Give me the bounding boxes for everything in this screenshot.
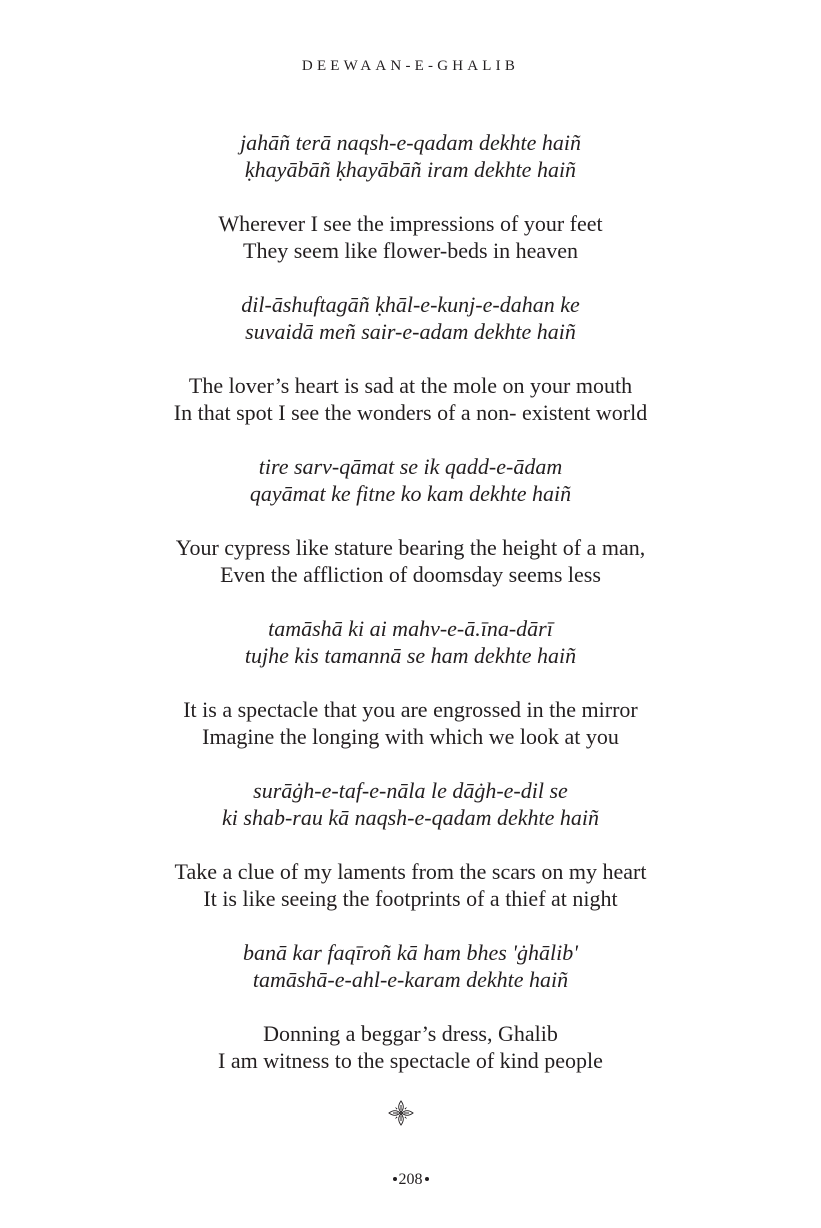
stanza-translation-1 — [0, 210, 821, 264]
stanza-translation-3 — [0, 534, 821, 588]
stanza-transliteration-5 — [0, 777, 821, 831]
poem-body — [0, 129, 821, 1101]
verse-line: Take a clue of my laments from the scars on my heart — [174, 859, 647, 884]
running-head: DEEWAAN-E-GHALIB — [301, 58, 520, 74]
verse-line: suvaidā meñ sair-e-adam dekhte haiñ — [245, 319, 576, 344]
flower-ornament-icon — [388, 1100, 414, 1126]
verse-line: tamāshā ki ai mahv-e-ā.īna-dārī — [268, 616, 553, 641]
stanza-transliteration-6 — [0, 939, 821, 993]
bullet-dot-icon — [425, 1177, 429, 1181]
stanza-transliteration-1 — [0, 129, 821, 183]
verse-line: ḳhayābāñ ḳhayābāñ iram dekhte haiñ — [244, 157, 577, 182]
verse-line: Imagine the longing with which we look at you — [202, 724, 619, 749]
verse-line: Your cypress like stature bearing the height of a man, — [175, 535, 646, 560]
verse-line: Wherever I see the impressions of your feet — [218, 211, 603, 236]
stanza-transliteration-2 — [0, 291, 821, 345]
verse-line: Even the affliction of doomsday seems less — [220, 562, 601, 587]
stanza-translation-6 — [0, 1020, 821, 1074]
stanza-translation-5 — [0, 858, 821, 912]
verse-line: Donning a beggar’s dress, Ghalib — [263, 1021, 558, 1046]
verse-line: tire sarv-qāmat se ik qadd-e-ādam — [258, 454, 563, 479]
verse-line: tamāshā-e-ahl-e-karam dekhte haiñ — [252, 967, 569, 992]
verse-line: The lover’s heart is sad at the mole on your mouth — [188, 373, 633, 398]
stanza-translation-4 — [0, 696, 821, 750]
verse-line: In that spot I see the wonders of a non- existent world — [173, 400, 648, 425]
verse-line: jahāñ terā naqsh-e-qadam dekhte haiñ — [240, 130, 581, 155]
verse-line: dil-āshuftagāñ ḳhāl-e-kunj-e-dahan ke — [241, 292, 580, 317]
page-number-text: 208 — [398, 1171, 423, 1188]
stanza-transliteration-4 — [0, 615, 821, 669]
verse-line: banā kar faqīroñ kā ham bhes 'ġhālib' — [243, 940, 578, 965]
verse-line: It is like seeing the footprints of a thief at night — [203, 886, 618, 911]
verse-line: tujhe kis tamannā se ham dekhte haiñ — [244, 643, 577, 668]
stanza-transliteration-3 — [0, 453, 821, 507]
verse-line: surāġh-e-taf-e-nāla le dāġh-e-dil se — [253, 778, 568, 803]
stanza-translation-2 — [0, 372, 821, 426]
verse-line: ki shab-rau kā naqsh-e-qadam dekhte haiñ — [222, 805, 599, 830]
verse-line: They seem like flower-beds in heaven — [243, 238, 578, 263]
verse-line: I am witness to the spectacle of kind people — [218, 1048, 603, 1073]
page-number — [0, 1171, 821, 1189]
verse-line: qayāmat ke fitne ko kam dekhte haiñ — [249, 481, 572, 506]
bullet-dot-icon — [393, 1177, 397, 1181]
verse-line: It is a spectacle that you are engrossed in the mirror — [183, 697, 638, 722]
